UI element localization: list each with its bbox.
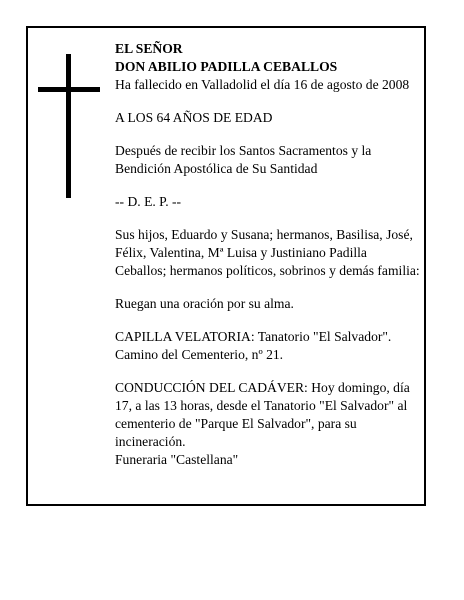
rest-in-peace-line: -- D. E. P. --	[115, 194, 182, 209]
conduction-line-2: 17, a las 13 horas, desde el Tanatorio "El Salvador" al	[115, 398, 408, 413]
conduction-line-4: incineración.	[115, 434, 186, 449]
prayer-request: Ruegan una oración por su alma.	[115, 296, 294, 311]
cross-icon	[38, 54, 100, 198]
sacraments-line-1: Después de recibir los Santos Sacramentos y la	[115, 143, 372, 158]
family-line-1: Sus hijos, Eduardo y Susana; hermanos, Basilisa, José,	[115, 227, 413, 242]
spacer	[115, 211, 421, 226]
spacer	[115, 127, 421, 142]
spacer	[115, 364, 421, 379]
funeral-home: Funeraria "Castellana"	[115, 452, 239, 467]
death-announcement: Ha fallecido en Valladolid el día 16 de agosto de 2008	[115, 77, 410, 92]
cross-horizontal-bar	[38, 87, 100, 92]
sacraments-line-2: Bendición Apostólica de Su Santidad	[115, 161, 318, 176]
conduction-line-1: CONDUCCIÓN DEL CADÁVER: Hoy domingo, día	[115, 380, 410, 395]
deceased-name: DON ABILIO PADILLA CEBALLOS	[115, 59, 338, 74]
spacer	[115, 280, 421, 295]
obituary-text	[115, 40, 421, 469]
title-line: EL SEÑOR	[115, 41, 183, 56]
chapel-line-2: Camino del Cementerio, nº 21.	[115, 347, 284, 362]
family-line-2: Félix, Valentina, Mª Luisa y Justiniano Padilla	[115, 245, 367, 260]
obituary-notice-frame	[26, 26, 426, 506]
family-line-3: Ceballos; hermanos políticos, sobrinos y demás familia:	[115, 263, 420, 278]
chapel-line-1: CAPILLA VELATORIA: Tanatorio "El Salvador".	[115, 329, 392, 344]
age-line: A LOS 64 AÑOS DE EDAD	[115, 110, 273, 125]
spacer	[115, 313, 421, 328]
cross-vertical-bar	[66, 54, 71, 198]
conduction-line-3: cementerio de "Parque El Salvador", para su	[115, 416, 357, 431]
spacer	[115, 178, 421, 193]
spacer	[115, 94, 421, 109]
